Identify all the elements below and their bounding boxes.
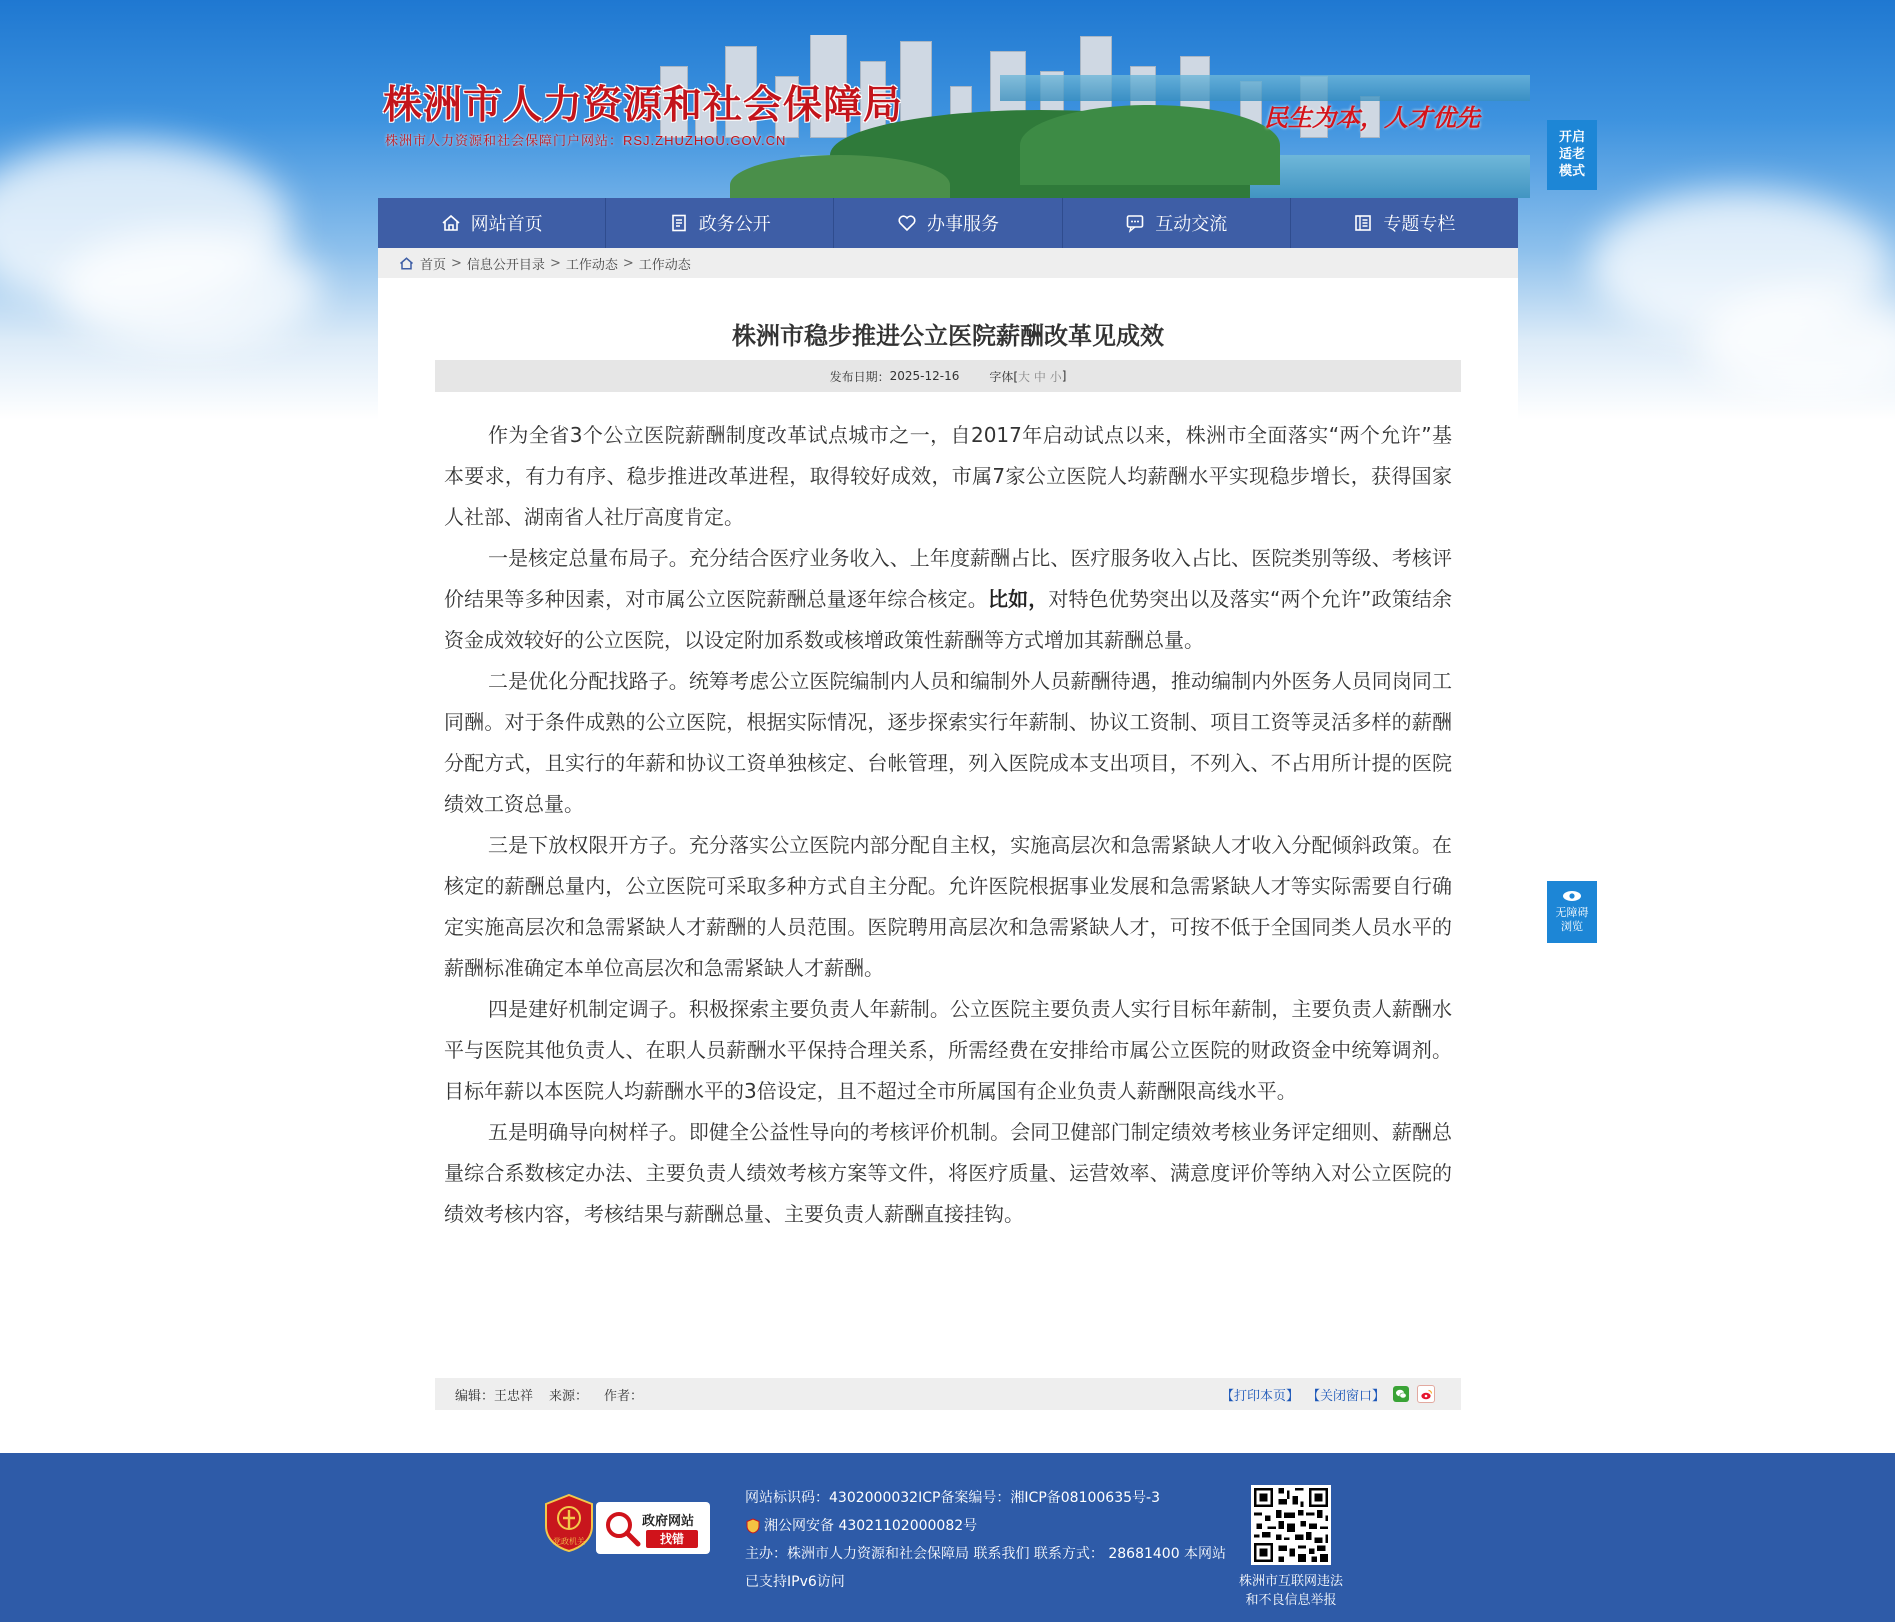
book-icon (1353, 213, 1373, 233)
breadcrumb-item-current[interactable]: 工作动态 (638, 257, 691, 273)
font-size-medium[interactable]: 中 (1033, 369, 1046, 384)
accessibility-label: 无障碍 (1555, 906, 1589, 919)
party-gov-badge-text: 党政机关 (553, 1537, 585, 1546)
breadcrumb (378, 248, 1518, 278)
breadcrumb-separator: > (451, 255, 462, 271)
breadcrumb-separator: > (549, 255, 561, 271)
font-size-large[interactable]: 大 (1018, 369, 1031, 384)
breadcrumb-item-work-news[interactable]: 工作动态 (565, 257, 618, 273)
gov-site-error-badge[interactable] (596, 1502, 710, 1554)
article-paragraph: 三是下放权限开方子。充分落实公立医院内部分配自主权，实施高层次和急需紧缺人才收入分配倾斜政策。在核定的薪酬总量内，公立医院可采取多种方式自主分配。允许医院根据事业发展和急需紧缺人才等实际需要自行确定实施高层次和急需紧缺人才薪酬的人员范围。医院聘用高层次和急需紧缺人才，可按不低于全国同类人员水平的薪酬标准确定本单位高层次和急需紧缺人才薪酬。 (444, 833, 1452, 980)
wechat-share-icon[interactable] (1393, 1386, 1409, 1402)
document-icon (669, 213, 689, 233)
heart-icon (897, 213, 917, 233)
qr-code (1251, 1485, 1331, 1565)
eye-icon (1562, 890, 1582, 902)
nav-item-services[interactable] (834, 198, 1062, 248)
error-badge-title: 政府网站 (642, 1514, 695, 1529)
nav-item-label: 专题专栏 (1383, 214, 1456, 235)
cloud-decoration (60, 230, 320, 350)
nav-item-label: 网站首页 (470, 214, 543, 235)
footer-sponsor-line: 主办：株洲市人力资源和社会保障局 联系我们 联系方式： 28681400 本网站 (745, 1546, 1227, 1562)
font-size-small[interactable]: 小 (1049, 369, 1062, 384)
font-size-label-end: ] (1061, 369, 1067, 383)
font-size-label: 字体[ (989, 369, 1019, 384)
nav-item-special-topics[interactable] (1291, 198, 1518, 248)
source-info: 来源： (549, 1388, 589, 1404)
police-badge-icon (745, 1518, 761, 1534)
nav-item-home[interactable] (378, 198, 606, 248)
article-title: 株洲市稳步推进公立医院薪酬改革见成效 (732, 322, 1164, 350)
error-badge-label: 找错 (646, 1530, 698, 1548)
footer-info (745, 1484, 1226, 1596)
article-paragraph: 五是明确导向树样子。即健全公益性导向的考核评价机制。会同卫健部门制定绩效考核业务评定细则、薪酬总量综合系数核定办法、主要负责人绩效考核方案等文件，将医疗质量、运营效率、满意度评价等纳入对公立医院的绩效考核内容，考核结果与薪酬总量、主要负责人薪酬直接挂钩。 (444, 1120, 1452, 1226)
nav-item-label: 办事服务 (927, 214, 999, 235)
article-paragraph: 一是核定总量布局子。充分结合医疗业务收入、上年度薪酬占比、医疗服务收入占比、医院类别等级、考核评价结果等多种因素，对市属公立医院薪酬总量逐年综合核定。比如，对特色优势突出以及落实“两个允许”政策结余资金成效较好的公立医院，以设定附加系数或核增政策性薪酬等方式增加其薪酬总量。 (444, 546, 1453, 652)
publish-date-label: 发布日期： (829, 369, 890, 384)
weibo-share-icon[interactable] (1417, 1385, 1435, 1403)
party-gov-badge[interactable] (544, 1494, 594, 1552)
footer-police-line: 湘公网安备 43021102000082号 (745, 1512, 1226, 1540)
home-icon (441, 213, 461, 233)
article-paragraph: 四是建好机制定调子。积极探索主要负责人年薪制。公立医院主要负责人实行目标年薪制，主要负责人薪酬水平与医院其他负责人、在职人员薪酬水平保持合理关系，所需经费在安排给市属公立医院的财政资金中统筹调剂。目标年薪以本医院人均薪酬水平的3倍设定，且不超过全市所属国有企业负责人薪酬限高线水平。 (444, 997, 1452, 1103)
chat-icon (1125, 213, 1145, 233)
magnifier-icon (602, 1508, 642, 1548)
elder-mode-button[interactable] (1547, 120, 1597, 190)
nav-item-label: 互动交流 (1155, 214, 1228, 235)
print-page-link[interactable]: 【打印本页】 (1220, 1388, 1299, 1404)
nav-item-gov-affairs[interactable] (606, 198, 834, 248)
editor-info: 编辑：王忠祥 (455, 1388, 534, 1404)
publish-date: 2025-12-16 (889, 369, 960, 383)
site-slogan: 民生为本，人才优先 (1264, 103, 1480, 132)
article-meta (435, 360, 1461, 392)
elder-mode-label: 开启适老模式 (1559, 130, 1586, 179)
breadcrumb-separator: > (622, 255, 634, 271)
footer-ipv6-line: 已支持IPv6访问 (745, 1574, 845, 1590)
article-paragraph: 作为全省3个公立医院薪酬制度改革试点城市之一，自2017年启动试点以来，株洲市全面落实“两个允许”基本要求，有力有序、稳步推进改革进程，取得较好成效，市属7家公立医院人均薪酬水平实现稳步增长，获得国家人社部、湖南省人社厅高度肯定。 (444, 423, 1452, 529)
article-footer-bar (435, 1378, 1461, 1410)
bold-phrase: 比如， (987, 587, 1049, 611)
home-icon (399, 256, 414, 271)
article-paragraph: 二是优化分配找路子。统筹考虑公立医院编制内人员和编制外人员薪酬待遇，推动编制内外医务人员同岗同工同酬。对于条件成熟的公立医院，根据实际情况，逐步探索实行年薪制、协议工资制、项目工资等灵活多样的薪酬分配方式，且实行的年薪和协议工资单独核定、台帐管理，列入医院成本支出项目，不列入、不占用所计提的医院绩效工资总量。 (444, 669, 1452, 816)
qr-caption: 株洲市互联网违法 和不良信息举报 (1238, 1574, 1343, 1608)
main-nav (378, 198, 1518, 248)
breadcrumb-item-directory[interactable]: 信息公开目录 (466, 257, 545, 273)
accessibility-label: 浏览 (1561, 920, 1583, 933)
author-info: 作者： (604, 1388, 644, 1404)
accessibility-button[interactable] (1547, 881, 1597, 943)
nav-item-interaction[interactable] (1063, 198, 1291, 248)
nav-item-label: 政务公开 (698, 214, 771, 235)
footer-icp-line: 网站标识码：4302000032ICP备案编号：湘ICP备08100635号-3 (745, 1490, 1160, 1506)
article-body (444, 415, 1452, 1235)
close-window-link[interactable]: 【关闭窗口】 (1306, 1388, 1385, 1404)
site-subtitle: 株洲市人力资源和社会保障门户网站：RSJ.ZHUZHOU.GOV.CN (385, 133, 787, 148)
breadcrumb-item-home[interactable]: 首页 (420, 257, 447, 273)
site-title: 株洲市人力资源和社会保障局 (383, 82, 904, 128)
